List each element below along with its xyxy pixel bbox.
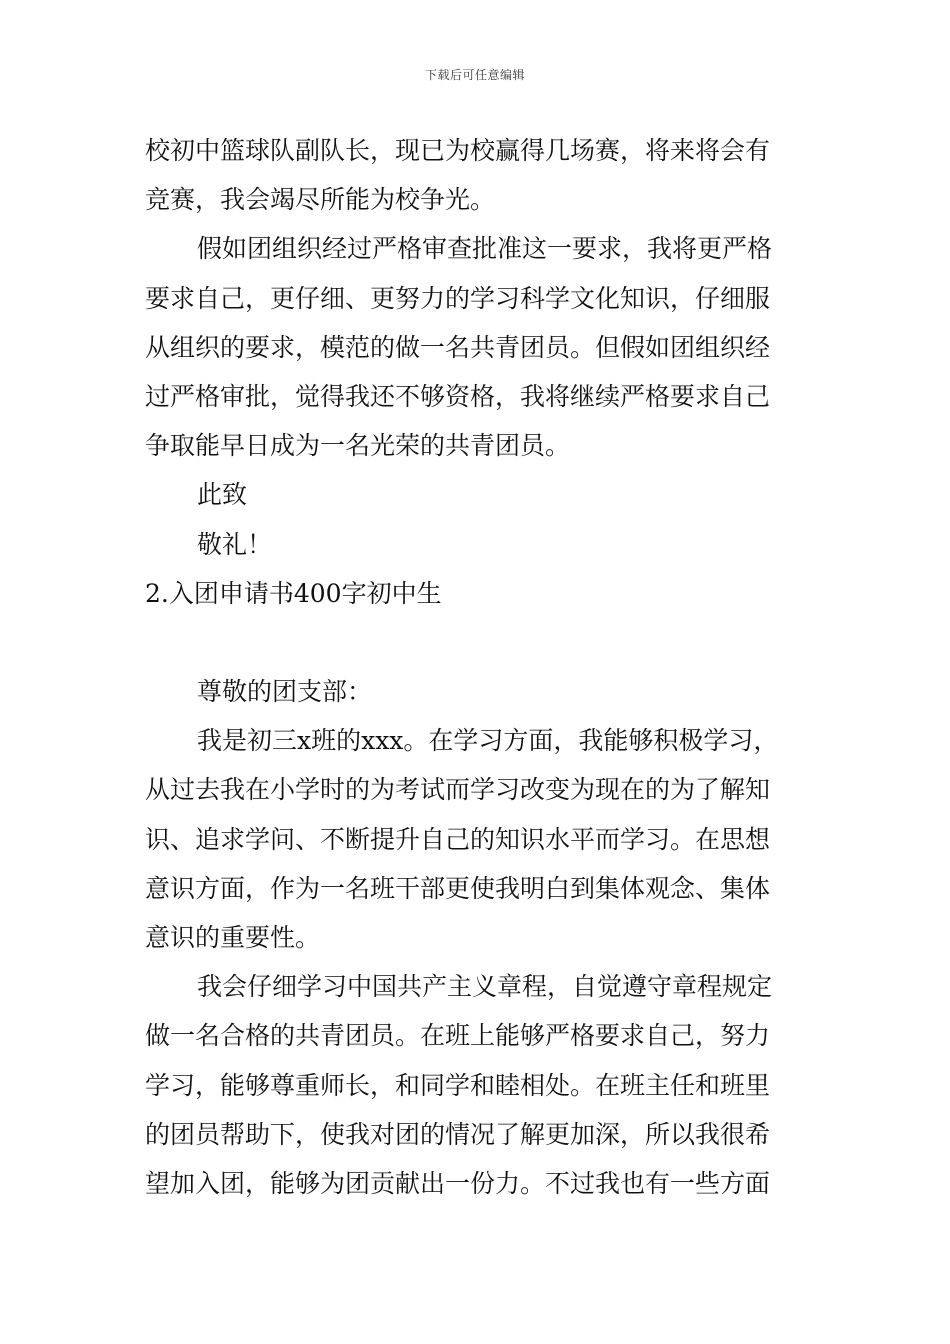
text-line: 此致 [197, 480, 248, 510]
text-line: 过严格审批，觉得我还不够资格，我将继续严格要求自己 [145, 381, 771, 411]
text-line: 望加入团，能够为团贡献出一份力。不过我也有一些方面 [145, 1168, 771, 1198]
text-line: 竞赛，我会竭尽所能为校争光。 [145, 185, 496, 215]
blank-line [145, 618, 807, 667]
text-line: 敬礼！ [197, 529, 273, 559]
text-line: 做一名合格的共青团员。在班上能够严格要求自己，努力 [145, 1021, 771, 1051]
text-line: 从过去我在小学时的为考试而学习改变为现在的为了解知 [145, 775, 771, 805]
text-line: 识、追求学问、不断提升自己的知识水平而学习。在思想 [145, 824, 771, 854]
document-body [145, 126, 807, 1208]
text-line: 校初中篮球队副队长，现已为校赢得几场赛，将来将会有 [145, 136, 771, 165]
text-line: 争取能早日成为一名光荣的共青团员。 [145, 431, 571, 461]
text-line: 意识的重要性。 [145, 923, 321, 952]
text-line: 学习，能够尊重师长，和同学和睦相处。在班主任和班里 [145, 1070, 771, 1100]
text-line: 从组织的要求，模范的做一名共青团员。但假如团组织经 [145, 332, 771, 362]
text-line: 的团员帮助下，使我对团的情况了解更加深，所以我很希 [145, 1119, 771, 1149]
text-line: 尊敬的团支部： [197, 677, 373, 707]
text-line: 假如团组织经过严格审查批准这一要求，我将更严格 [197, 234, 773, 264]
text-line: 要求自己，更仔细、更努力的学习科学文化知识，仔细服 [145, 283, 771, 313]
text-line: 我是初三x班的xxx。在学习方面，我能够积极学习， [197, 726, 779, 756]
text-line: 2.入团申请书400字初中生 [145, 578, 442, 608]
text-line: 意识方面，作为一名班干部更使我明白到集体观念、集体 [145, 873, 771, 903]
text-line: 我会仔细学习中国共产主义章程，自觉遵守章程规定 [197, 972, 773, 1002]
page-header: 下载后可任意编辑 [424, 68, 525, 82]
